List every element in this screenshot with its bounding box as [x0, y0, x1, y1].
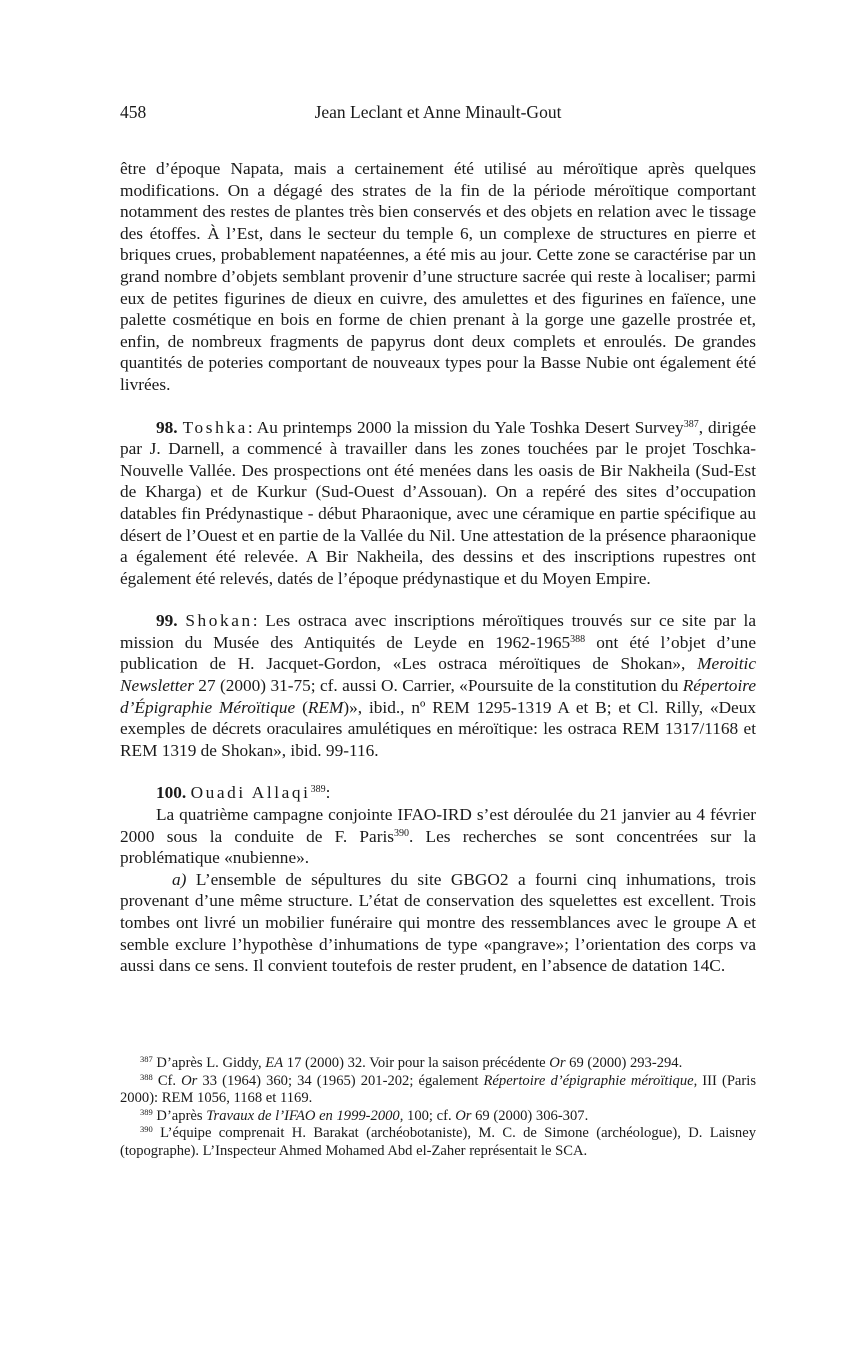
footnote-387: $^{387}$ D’après L. Giddy, EA 17 (2000) 32. Voir pour la saison précédente Or 69 (2000) 293-294.	[140, 1054, 683, 1071]
running-head	[120, 102, 756, 128]
section-100-item-a: a) L’ensemble de sépultures du site GBGO2 a fourni cinq inhumations, trois provenant d’une même structure. L’état de conservation des squelettes est excellent. Trois tombes ont livré un mobilier funéraire qui montre des ressemblances avec le groupe A et semble exclure l’hypothèse d’inhumations de type «pangrave»; l’orientation des corps va aussi dans ce sens. Il convient toutefois de rester prudent, en l’absence de datation 14C.	[120, 869, 756, 976]
section-100-paragraph: La quatrième campagne conjointe IFAO-IRD s’est déroulée du 21 janvier au 4 février 2000 sous la conduite de F. Paris$^{390}$. Les recherches se sont concentrées sur la problématique «nubienne».	[120, 805, 756, 868]
footnote-number: 388	[140, 1071, 153, 1082]
footnote-ref: 389	[310, 784, 326, 796]
work-title: Répertoire d’Épigraphie Méroïtique	[120, 676, 756, 717]
section-site-name: Shokan	[185, 611, 253, 631]
footnotes	[120, 1055, 756, 1161]
section-number: 100.	[156, 783, 187, 803]
item-label: a)	[172, 869, 187, 889]
page-number: 458	[120, 102, 147, 122]
footnote-number: 390	[140, 1124, 153, 1135]
abbreviation: REM	[307, 697, 344, 717]
footnote-number: 387	[140, 1054, 153, 1064]
footnote-ref: 387	[683, 418, 699, 430]
footnote-390: $^{390}$ L’équipe comprenait H. Barakat (archéobotaniste), M. C. de Simone (archéologue), D. Laisney (topographe). L’Inspecteur Ahmed Mohamed Abd el-Zaher représentait le SCA.	[120, 1124, 756, 1159]
section-site-name: Ouadi Allaqi	[190, 783, 311, 803]
journal-title: Meroitic Newsletter	[120, 654, 756, 696]
section-98: 98. Toshka: Au printemps 2000 la mission du Yale Toshka Desert Survey$^{387}$, dirigée par J. Darnell, a commencé à travailler dans les zones touchées par le projet Toschka-Nouvelle Vallée. Des prospections ont été menées dans les oasis de Bir Nakheila (Sud-Est de Kharga) et de Kurkur (Sud-Ouest d’Assouan). On a repéré des sites d’occupation datables fin Prédynastique - début Pharaonique, avec une céramique en partie spécifique au désert de l’Ouest et en partie de la Vallée du Nil. Une attestation de la présence pharaonique a également été relevée. A Bir Nakheila, des dessins et des inscriptions rupestres ont également été relevés, datés de l’époque prédynastique et du Moyen Empire.	[120, 417, 756, 588]
section-100-heading: 100. Ouadi Allaqi$^{389}$:	[156, 783, 331, 803]
footnote-389: $^{389}$ D’après Travaux de l’IFAO en 1999-2000, 100; cf. Or 69 (2000) 306-307.	[140, 1106, 589, 1124]
section-99: 99. Shokan: Les ostraca avec inscriptions méroïtiques trouvés sur ce site par la mission du Musée des Antiquités de Leyde en 1962-1965$^{388}$ ont été l’objet d’une publication de H. Jacquet-Gordon, «Les ostraca méroïtiques de Shokan», Meroitic Newsletter 27 (2000) 31-75; cf. aussi O. Carrier, «Poursuite de la constitution du Répertoire d’Épigraphie Méroïtique (REM)», ibid., nº REM 1295-1319 A et B; et Cl. Rilly, «Deux exemples de décrets oraculaires amulétiques en méroïtique: les ostraca REM 1317/1168 et REM 1319 de Shokan», ibid. 99-116.	[120, 611, 757, 760]
footnote-ref: 390	[394, 827, 409, 839]
running-title: Jean Leclant et Anne Minault-Gout	[314, 102, 562, 122]
paragraph-continued: être d’époque Napata, mais a certainement été utilisé au méroïtique après quelques modifications. On a dégagé des strates de la fin de la période méroïtique comportant notamment des restes de plantes très bien conservés et des objets en relation avec le tissage des étoffes. À l’Est, dans le secteur du temple 6, un complexe de structures en pierre et briques crues, probablement napatéennes, a été mis au jour. Cette zone se caractérise par un grand nombre d’objets semblant provenir d’une structure sacrée qui reste à localiser; parmi eux de petites figurines de dieux en cuivre, des amulettes et des figurines en faïence, une palette cosmétique en bois en forme de chien prenant à la gorge une gazelle prostrée et, enfin, de nombreux fragments de papyrus dont deux complets et enroulés. De grandes quantités de poteries comportant de nouveaux types pour la Basse Nubie ont également été livrées.	[120, 159, 756, 394]
section-site-name: Toshka	[182, 417, 248, 437]
footnote-number: 389	[140, 1106, 153, 1117]
section-number: 99.	[156, 611, 178, 631]
page-body	[120, 102, 756, 977]
footnote-ref: 388	[570, 633, 586, 645]
footnote-388: $^{388}$ Cf. Or 33 (1964) 360; 34 (1965) 201-202; également Répertoire d’épigraphie méroïtique, III (Paris 2000): REM 1056, 1168 et 1169.	[120, 1071, 757, 1107]
section-number: 98.	[156, 417, 178, 437]
